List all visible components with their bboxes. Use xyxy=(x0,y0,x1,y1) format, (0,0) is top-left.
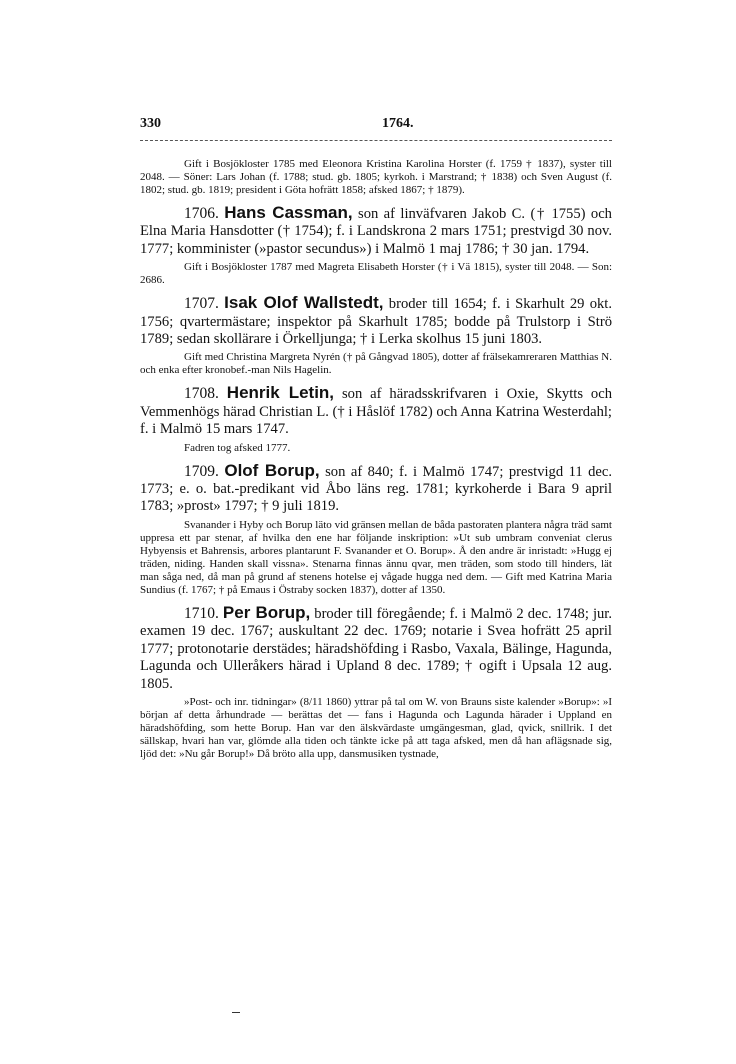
entry-text: son af häradsskrifvaren i Oxie, Skytts och Vemmenhögs härad Christian L. († i Håslöf 1782) och Anna Katrina Westerdahl; f. i Malmö 15 mars 1747. xyxy=(140,386,612,438)
header-rule xyxy=(140,140,612,141)
entry-note: Gift i Bosjökloster 1785 med Eleonora Kristina Karolina Horster (f. 1759 † 1837), syster till 2048. — Söner: Lars Johan (f. 1788; stud. gb. 1805; kyrkoh. i Marstrand; † 1838) och Sven August (f. 1802; stud. gb. 1819; president i Göta hofrätt 1858; afsked 1867; † 1879). xyxy=(140,158,612,196)
entry-name: Hans Cassman, xyxy=(224,203,353,222)
entry-text: broder till föregående; f. i Malmö 2 dec. 1748; jur. examen 19 dec. 1767; auskultant 22 dec. 1769; notarie i Svea hofrätt 25 april 1777; protonotarie derstädes; häradshöfding i Rasbo, Vaxala, Bälinge, Hagunda, Lagunda och Ulleråkers härad i Upland 8 dec. 1789; † ogift i Upsala 12 aug. 1805. xyxy=(140,605,612,692)
entry-1709 xyxy=(140,462,612,516)
entry-1710 xyxy=(140,604,612,693)
running-year: 1764. xyxy=(382,116,414,131)
entry-1708 xyxy=(140,384,612,438)
entry-note: Fadren tog afsked 1777. xyxy=(184,441,291,454)
entry-name: Henrik Letin, xyxy=(226,383,335,403)
entry-number: 1710. xyxy=(184,604,219,622)
entry-number: 1707. xyxy=(184,295,219,313)
entry-1707 xyxy=(140,294,612,348)
entries-column xyxy=(140,158,612,764)
entry-name: Per Borup, xyxy=(222,602,311,622)
entry-number: 1709. xyxy=(184,462,219,480)
running-header xyxy=(140,116,612,136)
entry-text: son af 840; f. i Malmö 1747; prestvigd 11 dec. 1773; e. o. bat.-predikant vid Åbo läns reg. 1781; kyrkoherde i Bara 9 april 1783; »prost» 1797; † 9 juli 1819. xyxy=(140,463,613,515)
entry-text: son af linväfvaren Jakob C. († 1755) och Elna Maria Hansdotter († 1754); f. i Landskrona 2 mars 1751; prestvigd 30 nov. 1777; komminister (»pastor secundus») i Malmö 1 maj 1786; † 30 jan. 1794. xyxy=(140,206,612,257)
entry-name: Isak Olof Wallstedt, xyxy=(224,293,384,313)
entry-note: Svanander i Hyby och Borup läto vid gränsen mellan de båda pastoraten plantera några träd samt uppresa ett par stenar, af hvilka den ene har följande inskription: »Ut sub umbram conveniat clerus Hybyensis et Bahrensis, arbores plantarunt F. Svanander et O. Borup». Å den andre är inristadt: »Hugg ej träden, niding. Handen skall vissna». Stenarna finnas ännu qvar, men träden, som stodo till hinders, lät man såga ned, då man på grund af stenens hotelse ej vågade hugga ned dem. — Gift med Katrina Maria Sundius (f. 1767; † på Emaus i Östraby socken 1837), dotter af 1350. xyxy=(140,518,612,596)
entry-name: Olof Borup, xyxy=(224,460,320,480)
entry-number: 1708. xyxy=(184,385,219,403)
entry-1706 xyxy=(140,204,612,258)
entry-note: »Post- och inr. tidningar» (8/11 1860) yttrar på tal om W. von Brauns siste kalender »Borup»: »I början af detta århundrade — berättas det — fans i Hagunda och Lagunda härader i Uppland en häradshöfding, som hette Borup. Han var den älskvärdaste umgängesman, glad, qvick, snillrik. I det sällskap, hvari han var, glömde alla tiden och tänkte icke på att taga afsked, men då han aflägsnade sig, ljöd det: »Nu går Borup!» Då bröto alla upp, dansmusiken tystnade, xyxy=(140,695,612,760)
entry-number: 1706. xyxy=(184,205,219,222)
page-end-mark xyxy=(232,1012,240,1013)
entry-note: Gift med Christina Margreta Nyrén († på Gångvad 1805), dotter af frälsekamreraren Matthias N. och enka efter kronobef.-man Nils Hagelin. xyxy=(140,351,612,377)
entry-text: broder till 1654; f. i Skarhult 29 okt. 1756; qvartermästare; inspektor på Skarhult 1785; bodde på Trulstorp i Strö 1789; sedan skollärare i Örkelljunga; † i Lerka skolhus 15 juni 1803. xyxy=(140,296,613,348)
page-number: 330 xyxy=(140,116,161,131)
entry-note: Gift i Bosjökloster 1787 med Magreta Elisabeth Horster († i Vä 1815), syster till 2048. — Son: 2686. xyxy=(140,261,612,287)
